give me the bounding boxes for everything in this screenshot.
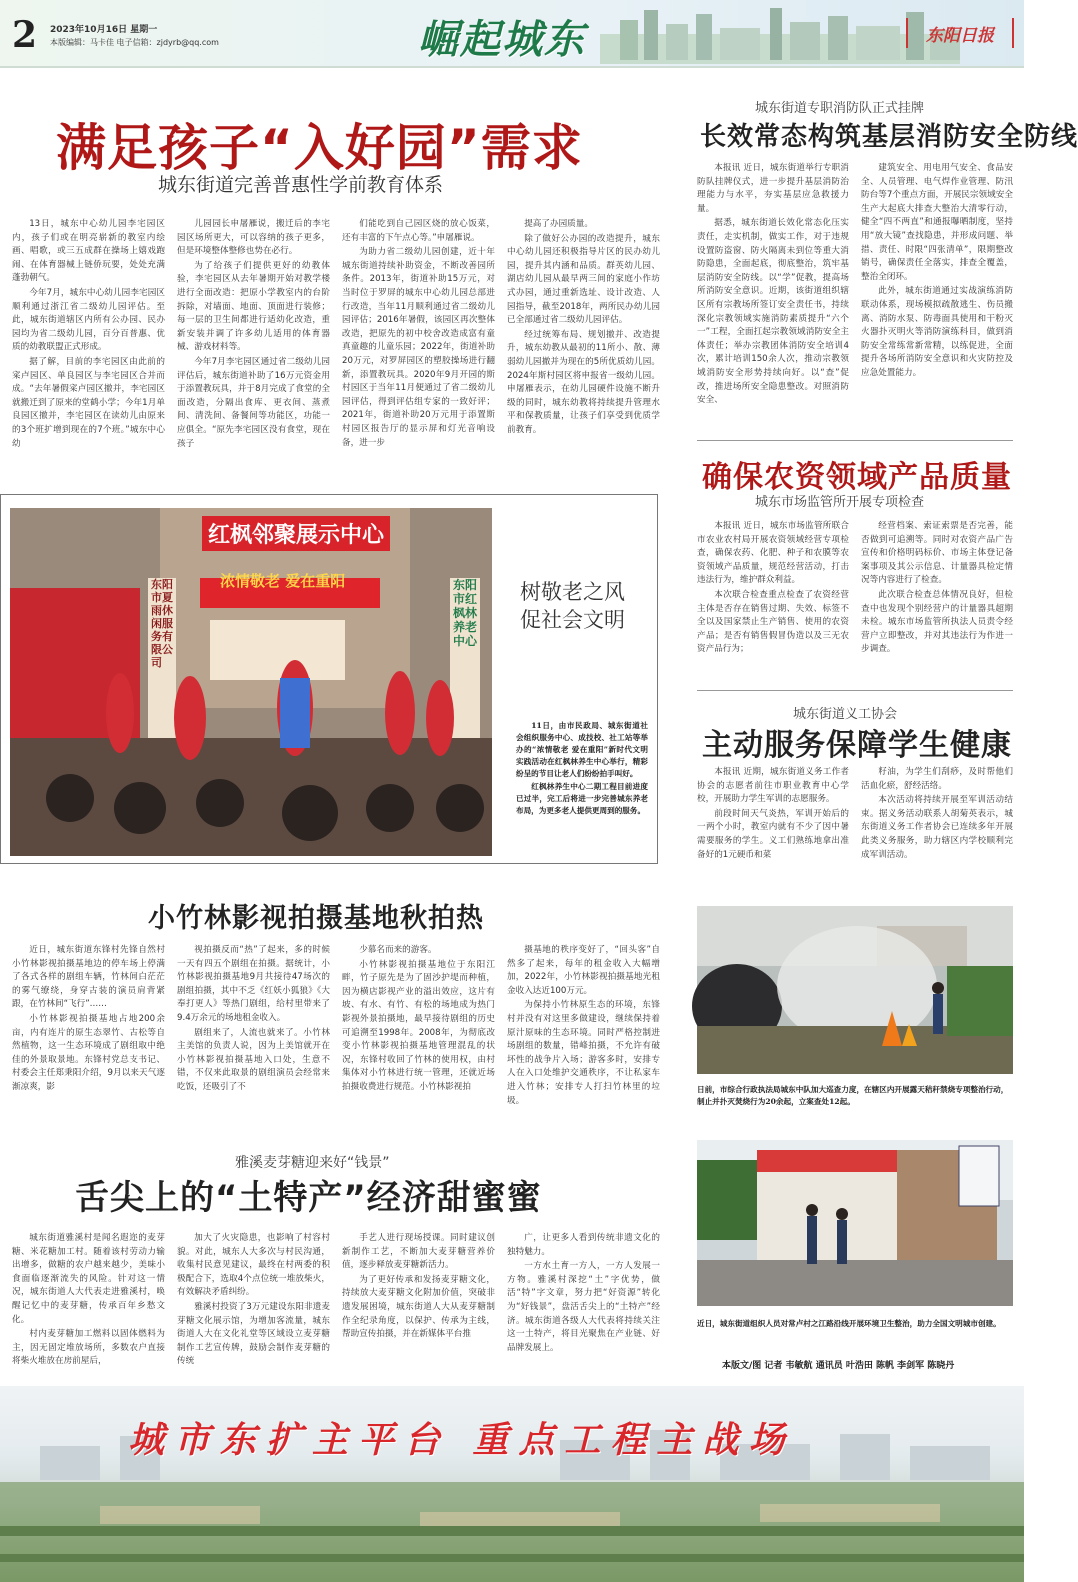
article1-col-1 xyxy=(12,218,165,470)
paragraph: 加大了火灾隐患，也影响了村容村貌。对此，城东人大多次与村民沟通，收集村民意见建议，最终在村两委的积极配合下，选取4个点位统一堆放柴火，有效解决矛盾纠纷。 xyxy=(177,1233,330,1298)
divider xyxy=(697,440,1013,441)
paragraph: 近日，城东街道东锋村先锋自然村小竹林影视拍摄基地边的停车场上停满了各式各样的剧组车辆，竹林间白茫茫的雾气缭绕，身穿古装的演员肩背紧跟，在竹林间“飞行”…… xyxy=(12,945,165,1010)
street-cleanup-photo xyxy=(697,1140,1013,1306)
banner: 浓情敬老 爱在重阳 xyxy=(220,572,346,590)
paragraph: 本报讯 近日，城东市场监管所联合市农业农村局开展农资领域经营专项检查，确保农药、化肥、种子和农膜等农资领域产品质量，规范经营活动，打击违法行为，维护群众利益。 xyxy=(697,521,849,586)
section-title: 崛起城东 xyxy=(418,17,586,63)
paper-logo-text: 东阳日报 xyxy=(926,25,994,46)
page-number: 2 xyxy=(12,14,38,56)
paragraph: 本次联合检查重点检查了农资经营主体是否存在销售过期、失效、标签不全以及国家禁止生产销售、使用的农资产品；是否有销售假冒伪造以及三无农资产品行为； xyxy=(697,589,849,655)
paragraph: 村内麦芽糖加工燃料以固体燃料为主，因无固定堆放场所，多数农户直接将柴火堆放在房前屋后， xyxy=(12,1329,165,1367)
paragraph: 今年7月，城东中心幼儿园李宅园区顺利通过浙江省二级幼儿园评估。至此，城东街道辖区内所有公办园、民办园均为省二级幼儿园，百分百普惠、优质的幼教联盟正式形成。 xyxy=(12,287,165,353)
article6-kicker: 雅溪麦芽糖迎来好“钱景” xyxy=(235,1155,390,1171)
article1-body xyxy=(12,218,660,470)
paragraph: 建筑安全、用电用气安全、食品安全、人员管理、电气焊作业管理、防汛防台等7个重点方面，开展民宗领域安全生产大起底大排查大整治大清零行动，健全“四不两直”和通报曝晒制度，坚持用“放大镜”查找隐患，并形成问题、举措、责任、时限“四张清单”，限期整改销号，确保责任全落实，排查全覆盖，整治全闭环。 xyxy=(861,163,1013,282)
straw-burning-photo xyxy=(697,906,1013,1074)
paragraph: 小竹林影视拍摄基地占地200余亩，内有连片的原生态翠竹、古松等自然植物，这一生态环境成了剧组取中绝佳的外景取景地。东锋村党总支书记、村委会主任郑秉阳介绍，9月以来天气逐渐凉爽，影 xyxy=(12,1013,165,1092)
article5-col-3 xyxy=(342,944,495,1114)
paragraph: 手艺人进行现场授课。同时建议创新制作工艺，不断加大麦芽糖营养价值，逐步释放麦芽糖新活力。 xyxy=(342,1233,495,1271)
article4-col-2 xyxy=(861,766,1013,878)
paragraph: 为助力省二级幼儿园创建，近十年城东街道持续补助资金，不断改善园所条件。2013年，街道补助15万元，对当时位于罗屏的城东中心幼儿园总部进行改造，当年11月顺利通过省二级幼儿园评估；2016年暑假，该园区再次整体改造，把原先的初中校舍改造成富有童真童趣的儿童乐园；2022年，街道补助20万元，对罗屏园区的塑胶操场进行翻新，添置教玩具。2020年9月开园的斯村园区于当年11月便通过了省二级幼儿园评估，得到评估组专家的一致好评；2021年，街道补助20万元用于添置斯村园区报告厅的显示屏和灯光音响设备，进一步 xyxy=(342,247,495,448)
paragraph: 本报讯 近日，城东街道举行专职消防队挂牌仪式，进一步提升基层消防治理能力与水平，夯实基层应急救援力量。 xyxy=(697,163,849,214)
paragraph: 雅溪村投资了3万元建设东阳非遗麦芽糖文化展示馆，为增加客流量，城东街道人大在文化礼堂等区域设立麦芽糖制作工艺宣传牌，鼓励会制作麦芽糖的传统 xyxy=(177,1301,330,1367)
article5-body xyxy=(12,944,660,1114)
side-title-1: 树敬老之风 xyxy=(520,580,625,604)
date-line: 2023年10月16日 星期一 xyxy=(50,25,158,35)
article6-col-4 xyxy=(507,1232,660,1376)
paragraph: 小竹林影视拍摄基地位于东阳江畔，竹子原先是为了固沙护堤而种植，因为横店影视产业的溢出效应，这片有坡、有水、有竹、有松的场地成为热门影视外景拍摄地，最早接待剧组的历史可追溯至1998年。2008年，为彻底改变小竹林影视拍摄基地管理混乱的状况，东锋村收回了竹林的使用权，由村集体对小竹林进行统一管理，还就近场拍摄收费进行规范。小竹林影视拍 xyxy=(342,959,495,1092)
divider xyxy=(697,690,1013,691)
credits: 本版文/图 记者 韦敏航 通讯员 叶浩田 陈帆 李剑军 陈晓丹 xyxy=(722,1361,955,1371)
paragraph: 经过统筹布局、规划撤并、改造提升，城东幼教从最初的11所小、散、薄弱幼儿园撤并为现在的5所优质幼儿园。2024年斯村园区将申报省一级幼儿园。申屠雁表示，在幼儿园硬件设施不断升级的同时，城东幼教将持续提升管理水平和保教质量，让孩子们享受到优质学前教育。 xyxy=(507,329,660,435)
paragraph: 红枫林养生中心二期工程目前进度已过半，完工后将进一步完善城东养老布局，为更多老人提供更周到的服务。 xyxy=(516,782,648,815)
article2-col-2 xyxy=(861,162,1013,426)
paragraph: 除了做好公办园的改造提升，城东中心幼儿园还积极指导片区的民办幼儿园，提升其内涵和品质。群英幼儿园、湖店幼儿园从最早两三间的家庭小作坊式办园，通过重新选址、设计改造、人园指导，截至2018年，两所民办幼儿园已全部通过省二级幼儿园评估。 xyxy=(507,233,660,326)
editor-line: 本版编辑：马卡佳 电子信箱：zjdyrb@qq.com xyxy=(50,38,219,47)
article1-subtitle: 城东街道完善普惠性学前教育体系 xyxy=(158,174,444,196)
article5-title: 小竹林影视拍摄基地秋拍热 xyxy=(148,903,484,934)
masthead xyxy=(0,0,1024,68)
photo-feature-caption xyxy=(516,720,648,860)
article2-body xyxy=(697,162,1013,426)
article6-col-2 xyxy=(177,1232,330,1376)
elderly-performance-photo xyxy=(10,508,492,856)
paragraph: 为了更好传承和发扬麦芽糖文化，持续放大麦芽糖文化附加价值，突破非遗发展困境，城东街道人大从麦芽糖制作全纪录角度，以保护、传承为主线，帮助宣传拍摄，并在新媒体平台推 xyxy=(342,1274,495,1340)
article2-kicker: 城东街道专职消防队正式挂牌 xyxy=(755,101,925,116)
paragraph: 11日，由市民政局、城东街道社会组织服务中心、成技校、社工站等举办的“浓情敬老 爱在重阳”新时代文明实践活动在红枫林养生中心举行，精彩纷呈的节目让老人们纷纷拍手叫好。 xyxy=(516,721,648,778)
article1-col-2 xyxy=(177,218,330,470)
paragraph: 摄基地的秩序变好了，“回头客”自然多了起来，每年的租金收入大幅增加，2022年，小竹林影视拍摄基地光租金收入达近100万元。 xyxy=(507,945,660,996)
paragraph: 前段时间天气炎热，军训开始后的一两个小时，教室内就有不少了因中暑需要服务的学生。义工们熟练地拿出准备好的1元硬币和菜 xyxy=(697,808,849,860)
paragraph: 一方水土育一方人，一方人发展一方物。雅溪村深挖“土”字优势，做活“特”字文章，努力把“好资源”转化为“好钱景”，盘活舌尖上的“土特产”经济。城东街道各级人大代表将持续关注这一土特产，将目光聚焦在产业链、好品牌发展上。 xyxy=(507,1261,660,1353)
paragraph: 经营档案、索证索票是否完善，能否做到可追溯等。同时对农资产品广告宣传和价格明码标价、市场主体登记备案事项及其公示信息、计量器具检定情况等内容进行了检查。 xyxy=(861,521,1013,586)
paragraph: 本报讯 近期，城东街道义务工作者协会的志愿者前往市职业教育中心学校，开展助力学生军训的志愿服务。 xyxy=(697,767,849,805)
board-right: 东阳市红枫林养老中心 xyxy=(453,578,478,648)
paragraph: 13日，城东中心幼儿园李宅园区内，孩子们或在明亮崭新的教室内绘画、唱歌，或三五成群在操场上嬉戏跑闹、在体育器械上链侨玩要，处处充满蓬勃朝气。 xyxy=(12,219,165,284)
article6-body xyxy=(12,1232,660,1376)
article5-col-1 xyxy=(12,944,165,1114)
shop-photo-caption: 近日，城东街道组织人员对常卢村之江路沿线开展环境卫生整治，助力全国文明城市创建。 xyxy=(697,1319,1001,1328)
paragraph: 据了解，目前的李宅园区由此前的寀卢园区、单良园区与李宅园区合并而成。“去年暑假寀卢园区撤并，李宅园区就搬迁到了原来的堂鹤小学；今年1月单良园区撤并，李宅园区在读幼儿由原来的3个班扩增到现在的7个班。”城东中心幼 xyxy=(12,356,165,449)
paragraph: 视拍摄反而“热”了起来，多的时候一天有四五个剧组在拍摄。据统计，小竹林影视拍摄基地9月共接待47场次的剧组拍摄，其中不乏《红妖小狐狼》《大奉打更人》等热门剧组，给村里带来了9.4万余元的场地租金收入。 xyxy=(177,945,330,1023)
article1-title: 满足孩子“入好园”需求 xyxy=(56,119,583,177)
paragraph: 们能吃到自己园区烧的放心饭菜，还有丰富的下午点心等。”申屠雁说。 xyxy=(342,219,495,243)
paragraph: 此外，城东街道通过实战演练消防联动体系，现场模拟疏散逃生、伤员搬离、消防水泵、防毒面具使用和干粉灭火器扑灭明火等消防演练科目，做到消防安全常练常新常精，以练促进，全面提升各场所消防安全意识和火灾防控及应急处置能力。 xyxy=(861,286,1013,378)
footer-banner xyxy=(0,1386,1024,1582)
article6-col-1 xyxy=(12,1232,165,1376)
paragraph: 儿园园长申屠雁说，搬迁后的李宅园区场所更大，可以容纳的孩子更多，但是环境整体整修也势在必行。 xyxy=(177,219,330,257)
paper-logo xyxy=(906,18,1014,48)
article4-title: 主动服务保障学生健康 xyxy=(702,728,1012,763)
article2-col-1 xyxy=(697,162,849,426)
article3-subtitle: 城东市场监管所开展专项检查 xyxy=(755,495,925,510)
paragraph: 据悉，城东街道长效化常态化压实责任，走实机制，做实工作，对于违规设置防盗窗、防火隔离未到位等重大消防隐患，全面起底，彻底整治，筑牢基层消防安全防线。以“学”促教，提高场所消防安全意识。近期，该街道组织辖区所有宗教场所签订安全责任书，持续深化宗教领域实施消防素质提升“六个一”工程，全面扛起宗教领域消防安全主体责任；举办宗教团体消防安全培训4次，累计培训150余人次，推动宗教领域消防安全形势持续向好。以“查”促改，推进场所安全隐患整改。对照消防安全、 xyxy=(697,218,849,406)
article1-col-4 xyxy=(507,218,660,470)
article1-col-3 xyxy=(342,218,495,470)
paragraph: 剧组来了，人流也就来了。小竹林主美馆的负责人说，因为上美馆就开在小竹林影视拍摄基地入口处，生意不错，不仅来此取景的剧组演员会经常来吃饭，还吸引了不 xyxy=(177,1027,330,1092)
paragraph: 籽油，为学生们刮痧，及时帮他们活血化瘀，舒经活络。 xyxy=(861,767,1013,791)
board-left: 东阳市夏雨休闲服务有限公司 xyxy=(151,578,173,669)
article4-body xyxy=(697,766,1013,878)
footer-slogan: 城市东扩主平台 重点工程主战场 xyxy=(128,1419,795,1461)
article3-title: 确保农资领域产品质量 xyxy=(702,460,1012,495)
paragraph: 为了给孩子们提供更好的幼教体验，李宅园区从去年暑期开始对教学楼进行全面改造：把原小学教室内的台阶拆除，对墙面、地面、顶面进行装修；每一层的卫生间都进行适幼化改造，重新安装并调了许多幼儿适用的体育器械、游戏材料等。 xyxy=(177,260,330,353)
paragraph: 此次联合检查总体情况良好，但检查中也发现个别经营户的计量器具超期未检。城东市场监管所执法人员责令经营户立即整改，并对其违法行为作进一步调查。 xyxy=(861,589,1013,655)
paragraph: 城东街道雅溪村是闻名遐迩的麦芽糖、米花糖加工村。随着该村劳动力输出增多，做糖的农户越来越少，美味小食面临逐渐流失的风险。针对这一情况，城东街道人大代表走进雅溪村，唤醒记忆中的麦芽糖，传承百年乡愁文化。 xyxy=(12,1233,165,1325)
article2-title: 长效常态构筑基层消防安全防线 xyxy=(700,122,1078,152)
photo-illustration xyxy=(10,508,492,856)
article3-body xyxy=(697,520,1013,676)
photo-illustration xyxy=(697,1140,1013,1306)
paragraph: 为保持小竹林原生态的环境，东锋村并没有对这里多做建设，继续保持着原汁原味的生态环境。同时严格控制进场剧组的数量，错峰拍摄，不允许有破坏性的战争片入场；游客多时，安排专人在入口处维护交通秩序，不让私家车进入竹林；安排专人打扫竹林里的垃圾。 xyxy=(507,1000,660,1106)
sign-main: 红枫邻聚展示中心 xyxy=(202,516,390,551)
article3-col-2 xyxy=(861,520,1013,676)
paragraph: 提高了办园质量。 xyxy=(524,219,593,229)
article3-col-1 xyxy=(697,520,849,676)
paragraph: 本次活动将持续开展至军训活动结束。据义务活动联系人胡菊英表示，城东街道义务工作者协会已连续多年开展此类义务服务，助力辖区内学校顺利完成军训活动。 xyxy=(861,795,1013,860)
article4-col-1 xyxy=(697,766,849,878)
fire-photo-caption: 日前，市综合行政执法局城东中队加大巡查力度，在辖区内开展露天秸秆禁烧专项整治行动，制止并扑灭焚烧行为20余起，立案查处12起。 xyxy=(697,1085,1009,1106)
article6-col-3 xyxy=(342,1232,495,1376)
article5-col-4 xyxy=(507,944,660,1114)
paragraph: 今年7月李宅园区通过省二级幼儿园评估后，城东街道补助了16万元资金用于添置教玩具，并于8月完成了食堂的全面改造，分隔出食库、更衣间、蒸煮间、清洗间、备餐间等功能区，功能一应俱全。“原先李宅园区没有食堂，现在孩子 xyxy=(177,356,330,449)
side-title-2: 促社会文明 xyxy=(520,608,625,632)
paragraph: 少慕名而来的游客。 xyxy=(359,945,437,955)
article4-kicker: 城东街道义工协会 xyxy=(793,707,898,722)
article5-col-2 xyxy=(177,944,330,1114)
paragraph: 广，让更多人看到传统非遗文化的独特魅力。 xyxy=(507,1233,660,1257)
article6-title: 舌尖上的“土特产”经济甜蜜蜜 xyxy=(75,1178,542,1218)
photo-illustration xyxy=(697,906,1013,1074)
